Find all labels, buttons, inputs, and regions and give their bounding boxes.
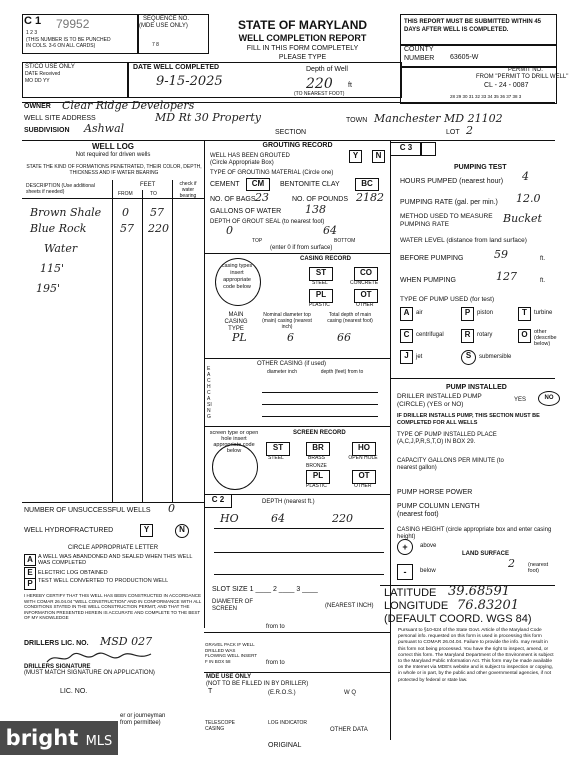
log-bottom-line xyxy=(22,502,204,503)
nearest-foot: (TO NEAREST FOOT) xyxy=(294,91,345,97)
drillers-lic-value: MSD 027 xyxy=(100,635,153,648)
casing-types-label: casing types insert appropriate code below xyxy=(221,263,253,290)
sequence-digits: 7 8 xyxy=(152,42,159,48)
pump-jet-code[interactable]: J xyxy=(400,350,413,364)
pump-test-bottom-line xyxy=(390,378,555,379)
pump-air-label: air xyxy=(416,310,423,316)
nearest-inch-label: (NEAREST INCH) xyxy=(325,603,374,609)
log-entry-to: 57 xyxy=(150,206,164,219)
letter-a-text: A WELL WAS ABANDONED AND SEALED WHEN THIS WELL WAS COMPLETED xyxy=(38,554,193,566)
pounds-label: NO. OF POUNDS xyxy=(292,196,349,203)
c1-label: C 1 xyxy=(24,15,42,27)
longitude-value: 76.83201 xyxy=(457,598,520,613)
casing-concrete-label: CONCRETE xyxy=(350,280,379,286)
pump-centrifugal-label: centrifugal xyxy=(416,332,444,338)
mde-log: LOG INDICATOR xyxy=(268,720,307,726)
casing-diameter-label: Nominal diameter top (main) casing (nearest inch) xyxy=(262,312,312,330)
bags-value: 23 xyxy=(255,191,269,204)
grout-type-label: TYPE OF GROUTING MATERIAL (Circle one) xyxy=(210,170,334,176)
form-title: STATE OF MARYLAND xyxy=(237,18,368,32)
driller-installed-label: DRILLER INSTALLED PUMP (CIRCLE) (YES or NO) xyxy=(397,393,482,408)
letter-a-box[interactable]: A xyxy=(24,554,36,566)
diameter-from-to: from to xyxy=(266,624,285,630)
capacity-label: CAPACITY GALLONS PER MINUTE (to nearest gallon) xyxy=(397,458,504,471)
log-col-from xyxy=(112,180,113,502)
bentonite-label: BENTONITE CLAY xyxy=(280,181,340,188)
unsuccessful-label: NUMBER OF UNSUCCESSFUL WELLS xyxy=(24,507,151,514)
depth-label: Depth of Well xyxy=(306,66,348,73)
casing-nearest-foot: (nearest foot) xyxy=(528,562,549,574)
c2-to-value: 220 xyxy=(332,512,353,525)
statute-text: Pursuant to §10-624 of the State Govt. Article of the Maryland Code personal info. requested on this form is used in processing this form pursuant to COMAR 26.04.04. Failure to provide the info. may result in this form not being processed. You have the right to inspect, amend, or correct this form. The Maryland Department of the Environment is subject to the Maryland Public Information Act. This form may be made available on the Internet via MDE's website and is subject to inspection or copying, in whole or in part, by the public and other governmental agencies, if not protected by federal or state law. xyxy=(398,628,554,683)
site-value: MD Rt 30 Property xyxy=(155,111,261,124)
grouted-yes[interactable]: Y xyxy=(349,150,362,163)
screen-types-caption: screen type or open hole insert appropriate code below xyxy=(209,430,259,454)
other-casing-row xyxy=(262,404,378,405)
pump-air-code[interactable]: A xyxy=(400,307,413,321)
report-note: THIS REPORT MUST BE SUBMITTED WITHIN 45 DAYS AFTER WELL IS COMPLETED. xyxy=(404,19,542,33)
casing-concrete-code[interactable]: CO xyxy=(354,267,378,281)
when-ft: ft. xyxy=(540,278,546,284)
mde-other-data: OTHER DATA xyxy=(330,727,368,733)
subdivision-value: Ashwal xyxy=(84,122,125,135)
pump-turbine-label: turbine xyxy=(534,310,553,316)
casing-bottom-line xyxy=(204,426,390,427)
gallons-label: GALLONS OF WATER xyxy=(210,208,282,215)
other-depth-label: depth (feet) from to xyxy=(320,369,364,375)
casing-height-label: CASING HEIGHT (circle appropriate box and enter casing height) xyxy=(397,527,552,540)
mde-telescope: TELESCOPE CASING xyxy=(205,720,236,732)
c3-check-box[interactable] xyxy=(420,142,436,156)
c2-from-value: 64 xyxy=(271,512,285,525)
hydro-yes[interactable]: Y xyxy=(140,524,153,537)
unsuccessful-value: 0 xyxy=(168,502,175,515)
c2-row xyxy=(214,552,384,553)
grouting-title: GROUTING RECORD xyxy=(262,142,333,149)
log-entry-from: 57 xyxy=(120,222,134,235)
grouted-no[interactable]: N xyxy=(372,150,385,163)
watermark-bright: bright xyxy=(5,726,79,750)
sequence-sub: (MDE USE ONLY) xyxy=(139,23,188,29)
mde-top-line xyxy=(204,672,390,673)
bentonite-code[interactable]: BC xyxy=(355,178,379,191)
screen-brass-label: BRASS xyxy=(308,455,325,461)
owner-value: Clear Ridge Developers xyxy=(62,99,195,112)
date-completed-value: 9-15-2025 xyxy=(156,74,223,89)
number-label: NUMBER xyxy=(404,55,435,62)
c2-row xyxy=(214,528,384,529)
mde-eros: (E.R.O.S.) xyxy=(268,690,296,696)
latitude-label: LATITUDE xyxy=(384,587,437,599)
hydrofractured-label: WELL HYDROFRACTURED xyxy=(24,527,114,534)
casing-diameter-value: 6 xyxy=(287,331,294,344)
land-surface-label: LAND SURFACE xyxy=(462,551,510,557)
bottom-label: BOTTOM xyxy=(334,238,356,244)
letter-p-box[interactable]: P xyxy=(24,578,36,590)
other-diameter-label: diameter inch xyxy=(266,369,297,375)
log-entry-from: 0 xyxy=(122,206,129,219)
depth-value: 220 xyxy=(306,76,333,92)
casing-title: CASING RECORD xyxy=(300,256,352,262)
pounds-value: 2182 xyxy=(356,191,384,204)
bags-label: NO. OF BAGS xyxy=(210,196,256,203)
letter-p-text: TEST WELL CONVERTED TO PRODUCTION WELL xyxy=(38,578,169,584)
c2-row xyxy=(214,574,384,575)
hours-pumped-label: HOURS PUMPED (nearest hour) xyxy=(400,178,504,185)
each-casing-label: EACH CASING xyxy=(207,366,212,420)
pump-piston-label: piston xyxy=(477,310,494,316)
letter-e-box[interactable]: E xyxy=(24,567,36,579)
hydro-no[interactable]: N xyxy=(175,524,189,538)
owner-label: OWNER xyxy=(24,103,51,110)
longitude-label: LONGITUDE xyxy=(384,600,449,612)
gallons-value: 138 xyxy=(305,203,326,216)
owner-line-bottom xyxy=(22,140,555,141)
other-casing-label: OTHER CASING (if used) xyxy=(257,361,327,367)
signature-label: DRILLERS SIGNATURE xyxy=(24,664,91,670)
below-label: below xyxy=(420,568,436,574)
log-entry-to: 220 xyxy=(148,222,169,235)
pumping-rate-label: PUMPING RATE (gal. per min.) xyxy=(400,199,498,206)
lot-value: 2 xyxy=(466,124,473,137)
c3-label: C 3 xyxy=(390,142,422,156)
sequence-label: SEQUENCE NO. xyxy=(143,16,190,22)
digits-123: 1 2 3 xyxy=(26,30,38,36)
desc-header: DESCRIPTION (Use additional sheets if needed) xyxy=(26,183,95,195)
well-log-title: WELL LOG xyxy=(91,142,135,151)
column-length-label: PUMP COLUMN LENGTH (nearest foot) xyxy=(397,503,480,518)
screen-other-label: OTHER xyxy=(354,483,372,489)
screen-types-circle xyxy=(212,444,258,490)
casing-steel-code[interactable]: ST xyxy=(309,267,333,281)
main-casing-value: PL xyxy=(232,331,247,344)
screen-steel-label: STEEL xyxy=(268,455,284,461)
other-casing-row xyxy=(262,392,378,393)
method-value: Bucket xyxy=(503,212,542,225)
casing-other-label: OTHER xyxy=(356,302,374,308)
lot-label: LOT xyxy=(446,129,460,136)
permit-value: CL - 24 - 0087 xyxy=(484,82,529,89)
grouting-bottom-line xyxy=(204,253,390,254)
pump-submersible-label: submersible xyxy=(479,354,512,360)
hours-pumped-value: 4 xyxy=(522,170,529,183)
pump-other-label: other (describe below) xyxy=(534,329,557,347)
default-coord: (DEFAULT COORD. WGS 84) xyxy=(384,613,532,625)
pump-other-code[interactable]: O xyxy=(518,329,531,343)
cement-label: CEMENT xyxy=(210,181,240,188)
slot-size-label: SLOT SIZE 1 ____ 2 ____ 3 ____ xyxy=(212,586,318,593)
please-type: PLEASE TYPE xyxy=(278,54,327,61)
casing-mid-line xyxy=(204,358,390,359)
screen-plastic-label: PLASTIC xyxy=(306,483,327,489)
casing-plastic-code[interactable]: PL xyxy=(309,289,333,303)
permit-cols: 28 29 30 31 32 33 34 35 36 37 38 3 xyxy=(450,94,522,99)
permit-label: PERMIT NO. xyxy=(508,67,543,73)
top-label: TOP xyxy=(252,238,263,244)
section-label: SECTION xyxy=(275,129,307,136)
pump-yes[interactable]: YES xyxy=(514,397,527,403)
county-label: COUNTY xyxy=(404,46,434,53)
signature-sub: (MUST MATCH SIGNATURE ON APPLICATION) xyxy=(24,670,155,676)
fill-in-note: FILL IN THIS FORM COMPLETELY xyxy=(246,45,359,52)
letter-e-text: ELECTRIC LOG OBTAINED xyxy=(38,570,108,576)
mde-wq: W Q xyxy=(344,690,356,696)
pump-rotary-code[interactable]: R xyxy=(461,329,474,343)
date-completed-label: DATE WELL COMPLETED xyxy=(133,64,220,71)
type-installed-label: TYPE OF PUMP INSTALLED PLACE (A,C,J,P,R,S,T,O) IN BOX 29. xyxy=(397,432,497,445)
drillers-lic-label: DRILLERS LIC. NO. xyxy=(24,640,89,647)
before-pumping-label: BEFORE PUMPING xyxy=(400,255,464,262)
enter-zero-note: (enter 0 if from surface) xyxy=(270,245,333,251)
main-casing-label: MAIN CASING TYPE xyxy=(224,312,248,332)
check-header: check if water bearing xyxy=(179,181,197,199)
other-casing-row xyxy=(262,416,378,417)
screen-open-hole-label: OPEN HOLE xyxy=(348,455,378,461)
divider-left xyxy=(204,140,205,628)
above-plus[interactable]: + xyxy=(397,539,413,555)
log-entry-desc: 195' xyxy=(36,282,61,295)
c2-label: C 2 xyxy=(204,494,232,508)
cement-code[interactable]: CM xyxy=(246,178,270,191)
pumping-rate-value: 12.0 xyxy=(516,192,541,205)
feet-header: FEET xyxy=(140,182,156,188)
screen-bronze-label: BRONZE xyxy=(306,463,327,469)
water-level-label: WATER LEVEL (distance from land surface) xyxy=(400,237,527,244)
casing-depth-value: 66 xyxy=(337,331,351,344)
st-co-label: ST/CO USE ONLY xyxy=(25,64,75,70)
pump-piston-code[interactable]: P xyxy=(461,307,474,321)
certification-text: I HEREBY CERTIFY THAT THIS WELL HAS BEEN CONSTRUCTED IN ACCORDANCE WITH COMAR 26.04.04 "WELL CONSTRUCTION" AND IN CONFORMANCE WITH ALL CONDITIONS STATED IN THE WELL CONSTRUCTION PERMIT, AND THAT THE INFORMATION PRESENTED HEREIN IS ACCURATE AND COMPLETE TO THE BEST OF MY KNOWLEDGE xyxy=(24,593,202,620)
town-value: Manchester MD 21102 xyxy=(374,112,503,125)
screen-plastic-code[interactable]: PL xyxy=(306,470,330,484)
casing-plastic-label: PLASTIC xyxy=(309,302,330,308)
journeyman-label: er or journeyman xyxy=(120,713,166,719)
log-entry-desc: Water xyxy=(44,242,78,255)
mde-t: T xyxy=(208,688,213,695)
casing-depth-label: Total depth of main casing (nearest foot) xyxy=(327,312,373,324)
c2-bottom-line xyxy=(204,632,390,633)
pumping-test-title: PUMPING TEST xyxy=(454,164,507,171)
grouted-sub: (Circle Appropriate Box) xyxy=(210,160,274,166)
grout-to-value: 64 xyxy=(323,224,337,237)
permit-from: FROM "PERMIT TO DRILL WELL" xyxy=(476,74,569,80)
if-installs-note: IF DRILLER INSTALLS PUMP, THIS SECTION MUST BE COMPLETED FOR ALL WELLS xyxy=(397,413,540,426)
screen-steel-code[interactable]: ST xyxy=(266,442,290,456)
mde-label: MDE USE ONLY xyxy=(206,674,252,680)
log-entry-desc: 115' xyxy=(40,262,65,275)
pump-centrifugal-code[interactable]: C xyxy=(400,329,413,343)
below-minus[interactable]: - xyxy=(397,564,413,580)
original-label: ORIGINAL xyxy=(268,742,302,749)
depth-ft: ft xyxy=(348,82,352,89)
mde-not-filled: (NOT TO BE FILLED IN BY DRILLER) xyxy=(206,681,309,687)
log-col-check xyxy=(172,180,173,502)
latitude-value: 39.68591 xyxy=(448,584,511,599)
screen-open-hole-code[interactable]: HO xyxy=(352,442,376,456)
well-log-note: Not required for driven wells xyxy=(75,152,151,158)
date-cols: MO DD YY xyxy=(25,78,50,84)
screen-diameter-label: DIAMETER OF SCREEN xyxy=(212,599,254,612)
site-label: WELL SITE ADDRESS xyxy=(24,115,96,122)
log-entry-desc: Brown Shale xyxy=(30,206,102,219)
horsepower-label: PUMP HORSE POWER xyxy=(397,489,473,496)
bright-mls-watermark xyxy=(0,721,118,755)
above-label: above xyxy=(420,543,437,549)
before-ft: ft. xyxy=(540,256,546,262)
depth-seal-label: DEPTH OF GROUT SEAL (to nearest foot) xyxy=(210,219,325,225)
before-pumping-value: 59 xyxy=(494,248,508,261)
pump-jet-label: jet xyxy=(416,354,423,360)
pump-turbine-code[interactable]: T xyxy=(518,307,531,321)
pump-type-label: TYPE OF PUMP USED (for test) xyxy=(400,296,495,303)
casing-steel-label: STEEL xyxy=(312,280,328,286)
permitted-label: from permittee) xyxy=(120,720,161,726)
casing-other-code[interactable]: OT xyxy=(354,289,378,303)
casing-height-value: 2 xyxy=(508,557,515,570)
screen-brass-code[interactable]: BR xyxy=(306,442,330,456)
number-note-1: (THIS NUMBER IS TO BE PUNCHED xyxy=(26,37,111,43)
from-header: FROM xyxy=(118,191,133,197)
grouted-question: WELL HAS BEEN GROUTED xyxy=(210,153,290,159)
c2-type-value: HO xyxy=(220,512,239,525)
grout-from-value: 0 xyxy=(226,224,233,237)
form-subtitle: WELL COMPLETION REPORT xyxy=(238,33,367,43)
log-entry-desc: Blue Rock xyxy=(30,222,87,235)
to-header: TO xyxy=(150,191,157,197)
gravel-pack-label: GRAVEL PACK IF WELL DRILLED WAS FLOWING WELL INSERT F IN BOX 58 xyxy=(205,642,257,664)
number-note-2: IN COLS. 3-6 ON ALL CARDS) xyxy=(26,43,96,49)
lic-no-label: LIC. NO. xyxy=(60,688,88,695)
when-pumping-label: WHEN PUMPING xyxy=(400,277,456,284)
pump-submersible-code[interactable]: S xyxy=(461,350,476,365)
method-label: METHOD USED TO MEASURE PUMPING RATE xyxy=(400,213,493,228)
town-label: TOWN xyxy=(346,117,368,124)
gravel-from-to: from to xyxy=(266,660,285,666)
date-received: DATE Received xyxy=(25,71,61,77)
divider-right xyxy=(390,140,391,740)
screen-other-code[interactable]: OT xyxy=(352,470,376,484)
pump-installed-title: PUMP INSTALLED xyxy=(446,384,507,391)
pump-rotary-label: rotary xyxy=(477,332,493,338)
form-number: 79952 xyxy=(56,17,90,31)
county-number: 63605-W xyxy=(450,54,479,61)
log-header-line xyxy=(22,198,204,199)
c2-depth-label: DEPTH (nearest ft.) xyxy=(262,499,315,505)
watermark-mls: MLS xyxy=(85,734,113,749)
log-col-to xyxy=(142,190,143,502)
subdivision-label: SUBDIVISION xyxy=(24,127,70,134)
pump-no[interactable]: NO xyxy=(538,391,560,406)
screen-title: SCREEN RECORD xyxy=(293,430,346,436)
when-pumping-value: 127 xyxy=(496,270,517,283)
circle-letter-label: CIRCLE APPROPRIATE LETTER xyxy=(67,545,159,551)
well-log-instructions: STATE THE KIND OF FORMATIONS PENETRATED, THEIR COLOR, DEPTH, THICKNESS AND IF WATER BEARING xyxy=(26,164,202,176)
